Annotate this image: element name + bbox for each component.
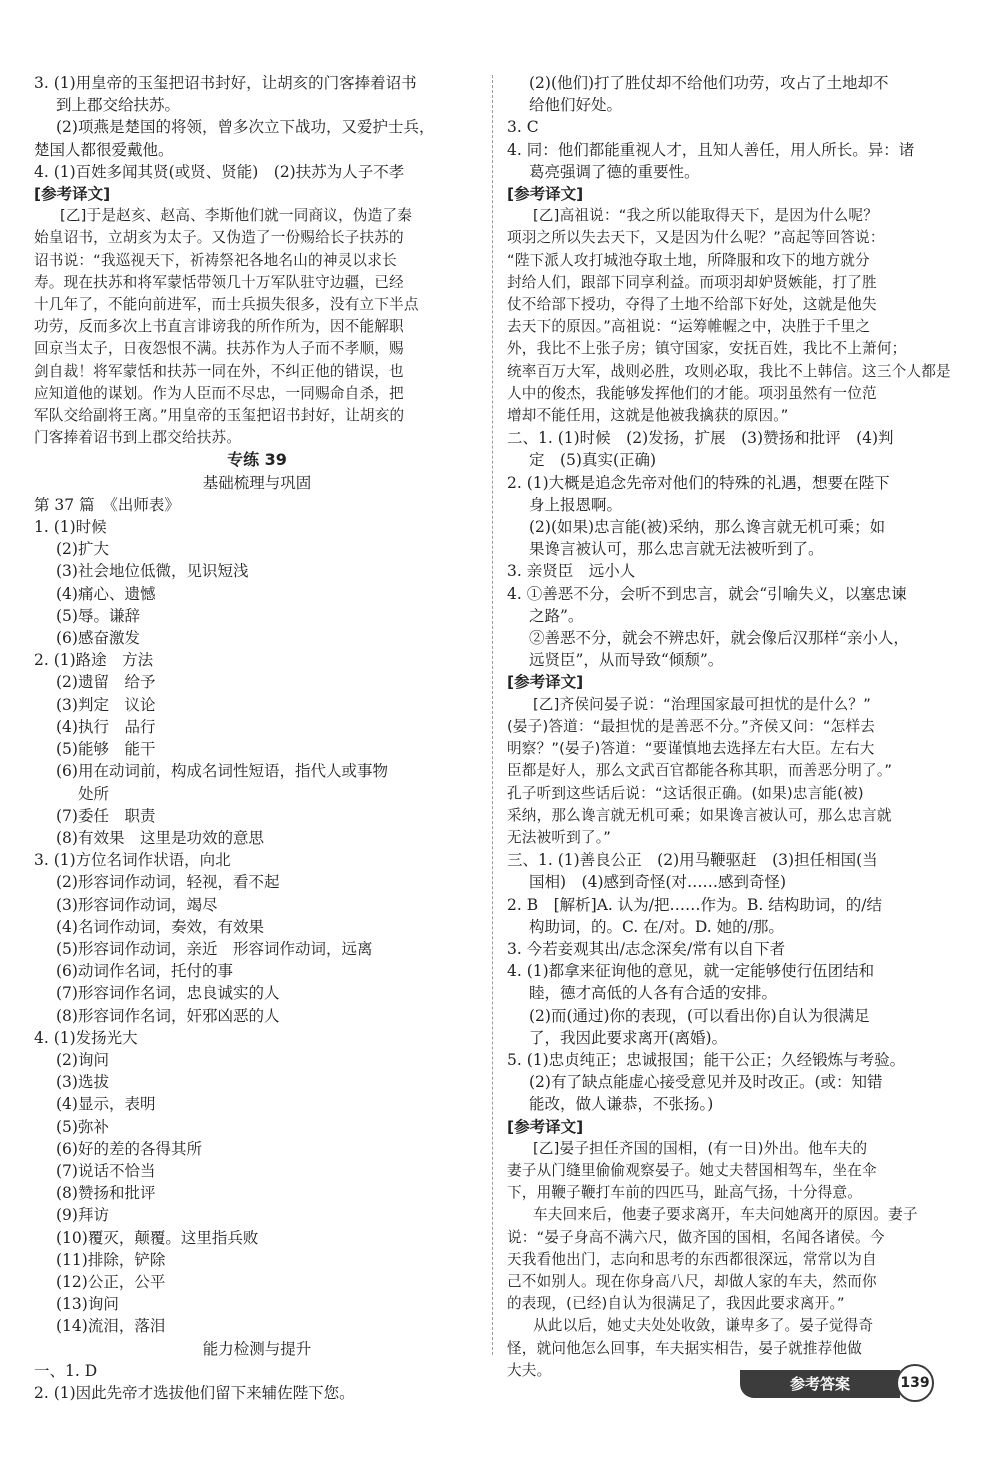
text-line: (7)委任 职责 (56, 806, 156, 825)
text-line: 外，我比不上张子房；镇守国家，安抚百姓，我比不上萧何； (507, 340, 907, 358)
text-line: 1. (1)时候 (34, 518, 107, 537)
text-line: 天我看他出门，志向和思考的东西都很深远，常常以为自 (507, 1250, 877, 1268)
text-line: 4. ①善恶不分，会听不到忠言，就会“引喻失义，以塞忠谏 (507, 584, 907, 603)
text-line: 构助词，的。C. 在/对。D. 她的/那。 (529, 917, 784, 936)
text-line: 2. (1)大概是追念先帝对他们的特殊的礼遇，想要在陛下 (507, 473, 890, 492)
text-line: [乙]晏子担任齐国的国相，(有一日)外出。他车夫的 (533, 1139, 868, 1157)
text-line: 增却不能任用，这就是他被我擒获的原因。” (507, 407, 789, 425)
text-line: [乙]齐侯问晏子说：“治理国家最可担忧的是什么？” (533, 695, 871, 713)
text-line: 到上郡交给扶苏。 (56, 96, 181, 115)
text-line: (3)选拔 (56, 1073, 109, 1092)
text-line: 寿。现在扶苏和将军蒙恬带领几十万军队驻守边疆，已经 (34, 273, 404, 291)
text-line: 人中的俊杰，我能够发挥他们的才能。项羽虽然有一位范 (507, 384, 877, 402)
text-line: (2)(他们)打了胜仗却不给他们功劳，攻占了土地却不 (529, 74, 889, 92)
text-line: 4. 同：他们都能重视人才，且知人善任，用人所长。异：诸 (507, 140, 915, 159)
text-line: (2)遗留 给予 (56, 673, 156, 692)
text-line: 国相) (4)感到奇怪(对……感到奇怪) (529, 873, 787, 892)
text-line: 3. 今若妾观其出/志念深矣/常有以自下者 (507, 939, 786, 958)
text-line: (5)能够 能干 (56, 740, 156, 759)
text-line: (6)好的差的各得其所 (56, 1139, 202, 1158)
text-line: 三、1. (1)善良公正 (2)用马鞭驱赶 (3)担任相国(当 (507, 851, 878, 870)
text-line: 怪，就问他怎么回事，车夫据实相告，晏子就推荐他做 (507, 1339, 863, 1357)
text-line: (3)判定 议论 (56, 695, 156, 714)
text-line: 无法被听到了。” (507, 828, 612, 846)
section-tag: [参考译文] (507, 673, 584, 692)
text-line: 剑自裁！将军蒙恬和扶苏一同在外，不纠正他的错误，也 (34, 362, 404, 380)
text-line: 统率百万大军，战则必胜，攻则必取，我比不上韩信。这三个人都是 (507, 362, 951, 380)
text-line: 果谗言被认可，那么忠言就无法被听到了。 (529, 540, 824, 559)
text-line: 楚国人都很爱戴他。 (34, 140, 174, 159)
text-line: 给他们好处。 (529, 96, 623, 115)
text-line: (3)形容词作动词，竭尽 (56, 895, 218, 914)
text-line: 去天下的原因。”高祖说：“运筹帷幄之中，决胜于千里之 (507, 318, 871, 336)
text-line: (10)覆灭，颠覆。这里指兵败 (56, 1228, 259, 1247)
text-line: 葛亮强调了德的重要性。 (529, 162, 700, 181)
text-line: 封给人们，跟部下同享利益。而项羽却妒贤嫉能，打了胜 (507, 273, 877, 291)
text-line: (5)形容词作动词，亲近 形容词作动词，远离 (56, 939, 373, 958)
text-line: 5. (1)忠贞纯正；忠诚报国；能干公正；久经锻炼与考验。 (507, 1050, 906, 1069)
text-line: 大夫。 (507, 1361, 552, 1379)
text-line: 2. (1)因此先帝才选拔他们留下来辅佐陛下您。 (34, 1383, 355, 1402)
text-line: (2)询问 (56, 1050, 109, 1069)
text-line: 从此以后，她丈夫处处收敛，谦卑多了。晏子觉得奇 (533, 1317, 874, 1335)
text-line: (6)用在动词前，构成名词性短语，指代人或事物 (56, 762, 388, 781)
text-line: [乙]高祖说：“我之所以能取得天下，是因为什么呢？ (533, 207, 879, 225)
text-line: [乙]于是赵亥、赵高、李斯他们就一同商议，伪造了秦 (60, 207, 413, 225)
text-line: 睦，德才高低的人各有合适的安排。 (529, 984, 778, 1003)
text-line: 应知道他的谋划。作为人臣而不尽忠，一同赐命自杀，把 (34, 384, 404, 402)
text-line: 军队交给副将王离。”用皇帝的玉玺把诏书封好，让胡亥的 (34, 407, 405, 425)
text-line: (13)询问 (56, 1295, 119, 1314)
text-line: 3. (1)方位名词作状语，向北 (34, 851, 231, 870)
text-line: 车夫回来后，他妻子要求离开，车夫问她离开的原因。妻子 (533, 1206, 918, 1224)
text-line: 4. (1)发扬光大 (34, 1028, 138, 1047)
text-line: 始皇诏书，立胡亥为太子。又伪造了一份赐给长子扶苏的 (34, 229, 404, 247)
text-line: 远贤臣”，从而导致“倾颓”。 (529, 651, 724, 670)
text-line: 基础梳理与巩固 (202, 473, 312, 492)
section-tag: [参考译文] (507, 185, 584, 204)
right-column (507, 72, 951, 1382)
section-tag: [参考译文] (507, 1117, 584, 1136)
text-line: 能力检测与提升 (202, 1339, 312, 1358)
text-line: 专练 39 (227, 450, 287, 470)
text-line: 功劳，反而多次上书直言诽谤我的所作所为，因不能解职 (34, 318, 404, 336)
text-line: 4. (1)都拿来征询他的意见，就一定能够使行伍团结和 (507, 962, 875, 981)
text-line: (12)公正，公平 (56, 1272, 166, 1291)
answer-key-tab: 参考答案 (740, 1370, 900, 1398)
text-line: (7)形容词作名词，忠良诚实的人 (56, 984, 280, 1003)
text-line: 处所 (78, 784, 110, 803)
text-line: (5)辱。谦辞 (56, 606, 140, 625)
text-line: 4. (1)百姓多闻其贤(或贤、贤能) (2)扶苏为人子不孝 (34, 162, 405, 181)
text-line: (4)显示，表明 (56, 1095, 156, 1114)
text-line: 第 37 篇 《出师表》 (34, 495, 180, 514)
text-line: 下，用鞭子鞭打车前的四匹马，趾高气扬，十分得意。 (507, 1184, 863, 1202)
text-line: (4)名词作动词，奏效，有效果 (56, 917, 264, 936)
text-line: (7)说话不恰当 (56, 1161, 156, 1180)
text-line: (8)赞扬和批评 (56, 1184, 156, 1203)
text-line: 十几年了，不能向前进军，而士兵损失很多，没有立下半点 (34, 296, 419, 314)
text-line: 了，我因此要求离开(离婚)。 (529, 1028, 728, 1047)
text-line: (2)有了缺点能虚心接受意见并及时改正。(或：知错 (529, 1073, 883, 1092)
text-line: 的表现，(已经)自认为很满足了，我因此要求离开。” (507, 1295, 845, 1313)
text-line: (晏子)答道：“最担忧的是善恶不分。”齐侯又问：“怎样去 (507, 717, 876, 735)
text-line: (6)感奋激发 (56, 629, 140, 648)
text-line: (5)弥补 (56, 1117, 109, 1136)
text-line: 臣都是好人，那么文武百官都能各称其职，而善恶分明了。” (507, 762, 893, 780)
text-line: 二、1. (1)时候 (2)发扬，扩展 (3)赞扬和批评 (4)判 (507, 429, 894, 448)
text-line: 妻子从门缝里偷偷观察晏子。她丈夫替国相驾车，坐在伞 (507, 1161, 877, 1179)
text-line: (9)拜访 (56, 1206, 109, 1225)
text-line: (14)流泪，落泪 (56, 1317, 166, 1336)
text-line: 说：“晏子身高不满六尺，做齐国的国相，名闻各诸侯。今 (507, 1228, 885, 1246)
text-line: (2)形容词作动词，轻视，看不起 (56, 873, 280, 892)
text-line: (2)而(通过)你的表现，(可以看出你)自认为很满足 (529, 1006, 870, 1025)
text-line: 门客捧着诏书到上郡交给扶苏。 (34, 429, 242, 447)
text-line: (2)项燕是楚国的将领，曾多次立下战功，又爱护士兵， (56, 118, 435, 137)
page-number: 139 (896, 1364, 934, 1402)
text-line: 之路”。 (529, 606, 584, 625)
text-line: 采纳，那么谗言就无机可乘；如果谗言被认可，那么忠言就 (507, 806, 892, 824)
text-line: (8)有效果 这里是功效的意思 (56, 828, 264, 847)
text-line: 3. 亲贤臣 远小人 (507, 562, 636, 581)
text-line: (4)痛心、遗憾 (56, 584, 156, 603)
text-line: (2)扩大 (56, 540, 109, 559)
text-line: 定 (5)真实(正确) (529, 451, 657, 470)
text-line: 身上报恩啊。 (529, 495, 623, 514)
text-line: 一、1. D (34, 1361, 98, 1380)
left-column (34, 72, 480, 1404)
text-line: “陛下派人攻打城池夺取土地，所降服和攻下的地方就分 (507, 251, 870, 269)
text-line: (11)排除，铲除 (56, 1250, 166, 1269)
text-line: 己不如别人。现在你身高八尺，却做人家的车夫，然而你 (507, 1272, 877, 1290)
section-tag: [参考译文] (34, 185, 111, 204)
text-line: 仗不给部下授功，夺得了土地不给部下好处，这就是他失 (507, 296, 877, 314)
text-line: ②善恶不分，就会不辨忠奸，就会像后汉那样“亲小人， (529, 629, 909, 648)
text-line: (4)执行 品行 (56, 717, 156, 736)
text-line: 3. (1)用皇帝的玉玺把诏书封好，让胡亥的门客捧着诏书 (34, 74, 417, 92)
text-line: 回京当太子，日夜怨恨不满。扶苏作为人子而不孝顺，赐 (34, 340, 404, 358)
text-line: 孔子听到这些话后说：“这话很正确。(如果)忠言能(被) (507, 784, 864, 802)
text-line: (2)(如果)忠言能(被)采纳，那么谗言就无机可乘；如 (529, 518, 886, 537)
text-line: 2. (1)路途 方法 (34, 651, 154, 670)
text-line: 项羽之所以失去天下，又是因为什么呢？”高起等回答说： (507, 229, 885, 247)
text-line: 明察？”(晏子)答道：“要谨慎地去选择左右大臣。左右大 (507, 740, 875, 758)
text-line: (8)形容词作名词，奸邪凶恶的人 (56, 1006, 280, 1025)
text-line: 诏书说：“我巡视天下，祈祷祭祀各地名山的神灵以求长 (34, 251, 397, 269)
column-divider (492, 75, 493, 1355)
text-line: (3)社会地位低微，见识短浅 (56, 562, 249, 581)
text-line: 2. B [解析]A. 认为/把……作为。B. 结构助词，的/结 (507, 895, 882, 914)
text-line: 能改，做人谦恭，不张扬。) (529, 1095, 714, 1114)
text-line: 3. C (507, 118, 539, 137)
text-line: (6)动词作名词，托付的事 (56, 962, 233, 981)
